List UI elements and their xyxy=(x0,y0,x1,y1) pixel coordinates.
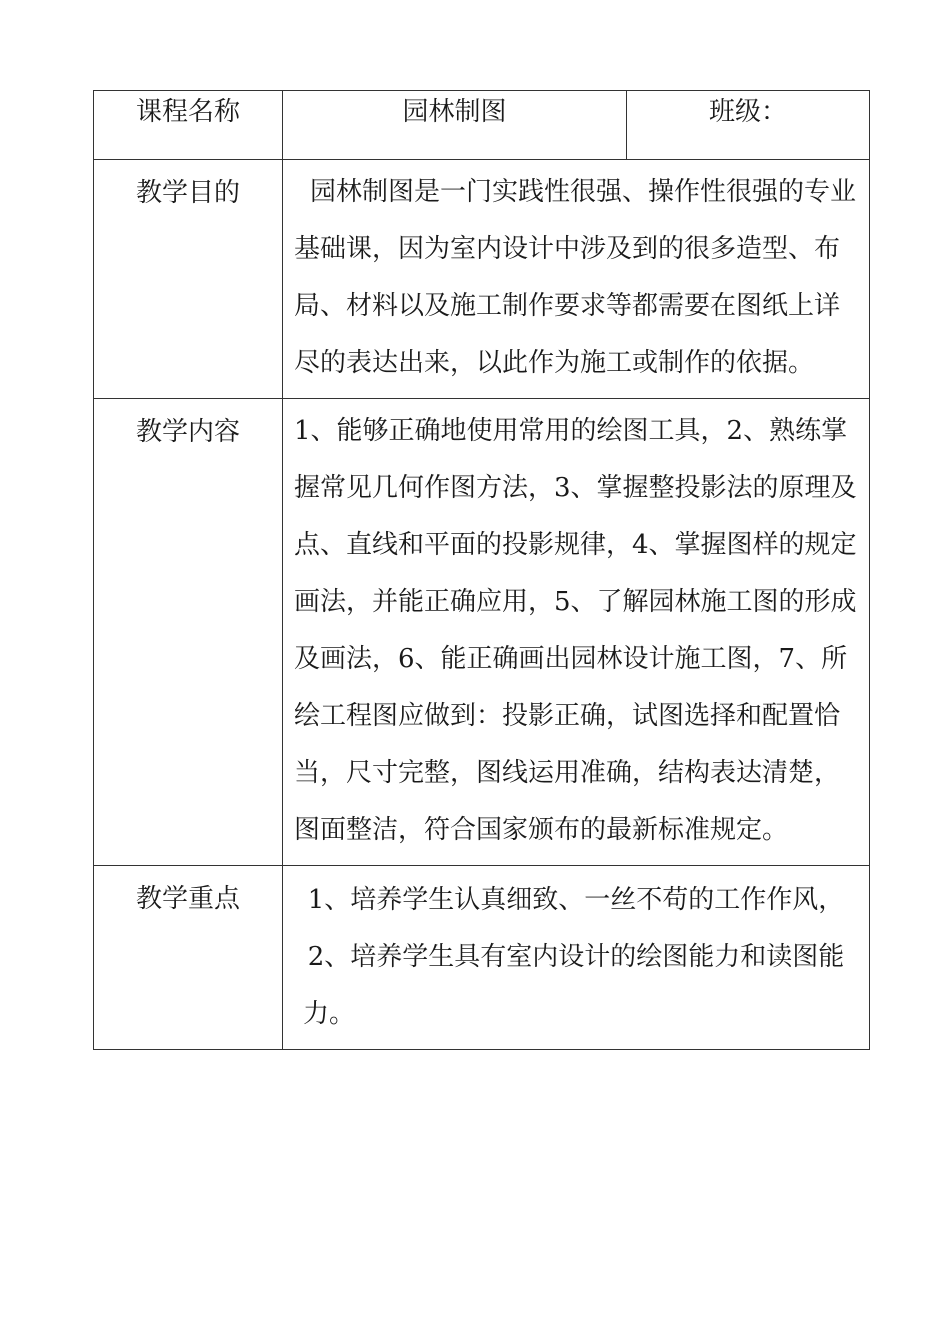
teaching-content-row xyxy=(94,399,870,866)
header-row xyxy=(94,91,870,160)
teaching-focus-label: 教学重点 xyxy=(94,866,283,1050)
teaching-content-label: 教学内容 xyxy=(94,399,283,866)
class-label: 班级： xyxy=(627,91,870,160)
teaching-objective-text: 园林制图是一门实践性很强、操作性很强的专业基础课，因为室内设计中涉及到的很多造型、布局、材料以及施工制作要求等都需要在图纸上详尽的表达出来，以此作为施工或制作的依据。 xyxy=(283,160,870,399)
teaching-objective-label: 教学目的 xyxy=(94,160,283,399)
teaching-objective-row xyxy=(94,160,870,399)
teaching-content-text: 1、能够正确地使用常用的绘图工具，2、熟练掌握常见几何作图方法，3、掌握整投影法的原理及点、直线和平面的投影规律，4、掌握图样的规定画法，并能正确应用，5、了解园林施工图的形成及画法，6、能正确画出园林设计施工图，7、所绘工程图应做到：投影正确，试图选择和配置恰当，尺寸完整，图线运用准确，结构表达清楚，图面整洁，符合国家颁布的最新标准规定。 xyxy=(283,399,870,866)
course-name-label: 课程名称 xyxy=(94,91,283,160)
course-name-value: 园林制图 xyxy=(283,91,627,160)
teaching-focus-row xyxy=(94,866,870,1050)
teaching-focus-text: 1、培养学生认真细致、一丝不苟的工作作风，2、培养学生具有室内设计的绘图能力和读图能力。 xyxy=(283,866,870,1050)
lesson-plan-table xyxy=(93,90,870,1050)
